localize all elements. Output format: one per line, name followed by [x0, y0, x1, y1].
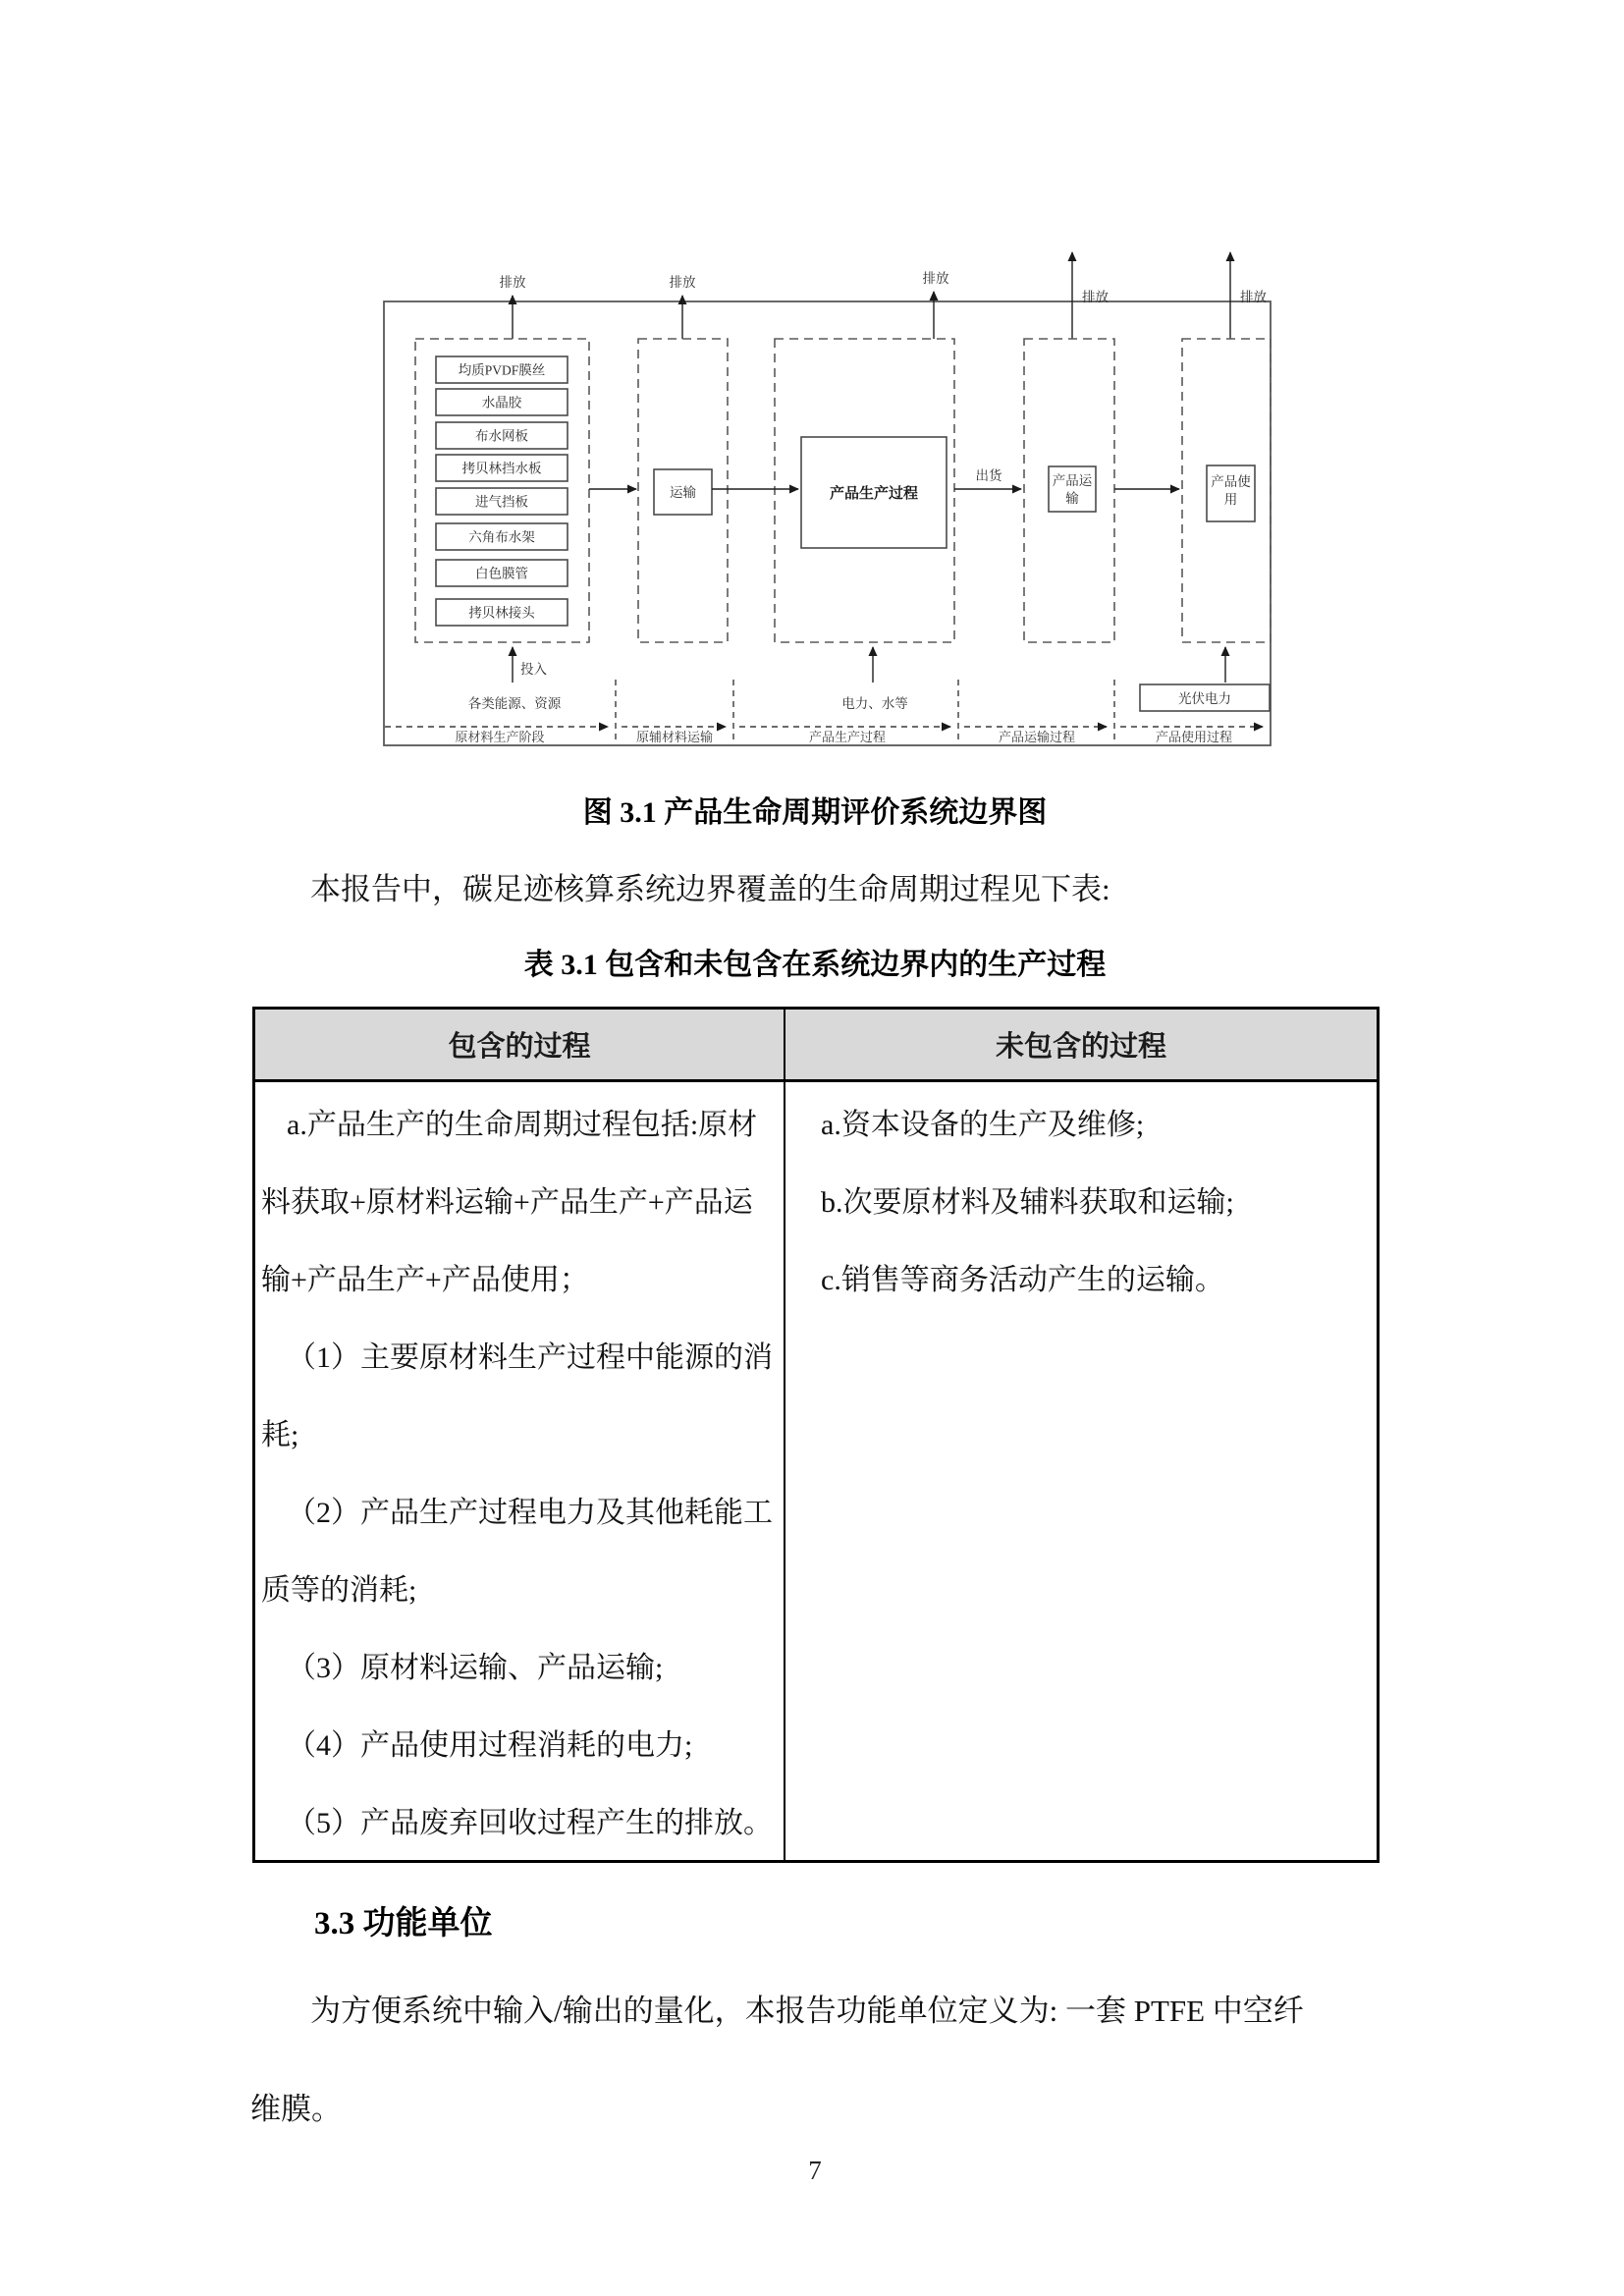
- stage-label: 产品运输过程: [998, 730, 1076, 744]
- product-transport-label: 输: [1065, 491, 1079, 506]
- material-label: 均质PVDF膜丝: [458, 362, 546, 378]
- energy-resources-label: 各类能源、资源: [467, 696, 562, 711]
- material-label: 布水网板: [475, 428, 528, 444]
- table-cell-included: [255, 1082, 785, 1863]
- product-use-label: 产品使: [1211, 474, 1251, 489]
- table-line: （3）原材料运输、产品运输;: [287, 1652, 664, 1684]
- stage-label: 产品使用过程: [1155, 730, 1233, 744]
- table-line: c.销售等商务活动产生的运输。: [821, 1264, 1224, 1296]
- material-label: 拷贝林挡水板: [461, 461, 542, 476]
- table-3-1: [252, 1007, 1380, 1863]
- product-transport-label: 产品运: [1052, 473, 1093, 488]
- diagram-svg: [383, 191, 1281, 753]
- shipment-label: 出货: [975, 468, 1002, 483]
- table-line: 耗;: [261, 1419, 299, 1451]
- material-label: 拷贝林接头: [468, 605, 535, 621]
- figure-caption: 图 3.1 产品生命周期评价系统边界图: [582, 796, 1048, 829]
- emission-label: 排放: [1082, 290, 1109, 304]
- product-use-label: 用: [1223, 492, 1238, 507]
- pv-power-label: 光伏电力: [1178, 691, 1231, 706]
- table-header-row: [255, 1010, 1377, 1082]
- table-line: （1）主要原材料生产过程中能源的消: [287, 1341, 773, 1374]
- material-label: 白色膜管: [475, 566, 528, 581]
- table-header-excluded: 未包含的过程: [995, 1031, 1166, 1063]
- stage-label: 原辅材料运输: [635, 730, 714, 744]
- table-body-row: [255, 1082, 1377, 1863]
- page-number: 7: [808, 2156, 822, 2185]
- transport-label: 运输: [670, 485, 696, 500]
- table-line: （5）产品废弃回收过程产生的排放。: [287, 1807, 773, 1839]
- table-line: 输+产品生产+产品使用；: [261, 1264, 589, 1296]
- table-caption: 表 3.1 包含和未包含在系统边界内的生产过程: [523, 949, 1107, 981]
- table-header-included: 包含的过程: [255, 1010, 785, 1079]
- table-line: （4）产品使用过程消耗的电力;: [287, 1729, 693, 1762]
- production-label: 产品生产过程: [829, 486, 919, 502]
- table-line: （2）产品生产过程电力及其他耗能工: [287, 1497, 773, 1529]
- material-label: 六角布水架: [468, 529, 535, 545]
- table-line: b.次要原材料及辅料获取和运输;: [821, 1186, 1234, 1219]
- body-line: 为方便系统中输入/输出的量化，本报告功能单位定义为: 一套 PTFE 中空纤: [310, 1994, 1304, 2028]
- table-cell-excluded: [785, 1082, 1377, 1863]
- stage-label: 原材料生产阶段: [455, 730, 545, 744]
- intro-paragraph: 本报告中，碳足迹核算系统边界覆盖的生命周期过程见下表:: [310, 872, 1110, 906]
- lifecycle-boundary-diagram: [383, 191, 1281, 753]
- table-line: 质等的消耗;: [261, 1574, 417, 1607]
- section-heading: 3.3 功能单位: [314, 1906, 493, 1941]
- power-water-label: 电力、水等: [841, 696, 908, 711]
- emission-label: 排放: [1240, 290, 1267, 304]
- input-label: 投入: [520, 662, 547, 677]
- material-label: 水晶胶: [481, 395, 522, 410]
- material-label: 进气挡板: [475, 494, 528, 510]
- table-line: 料获取+原材料运输+产品生产+产品运: [261, 1186, 753, 1219]
- emission-label: 排放: [922, 271, 949, 286]
- table-line: a.产品生产的生命周期过程包括:原材: [287, 1109, 758, 1141]
- body-line: 维膜。: [250, 2092, 342, 2126]
- emission-label: 排放: [669, 275, 696, 290]
- stage-label: 产品生产过程: [808, 730, 887, 744]
- emission-label: 排放: [499, 275, 526, 290]
- table-line: a.资本设备的生产及维修;: [821, 1109, 1145, 1141]
